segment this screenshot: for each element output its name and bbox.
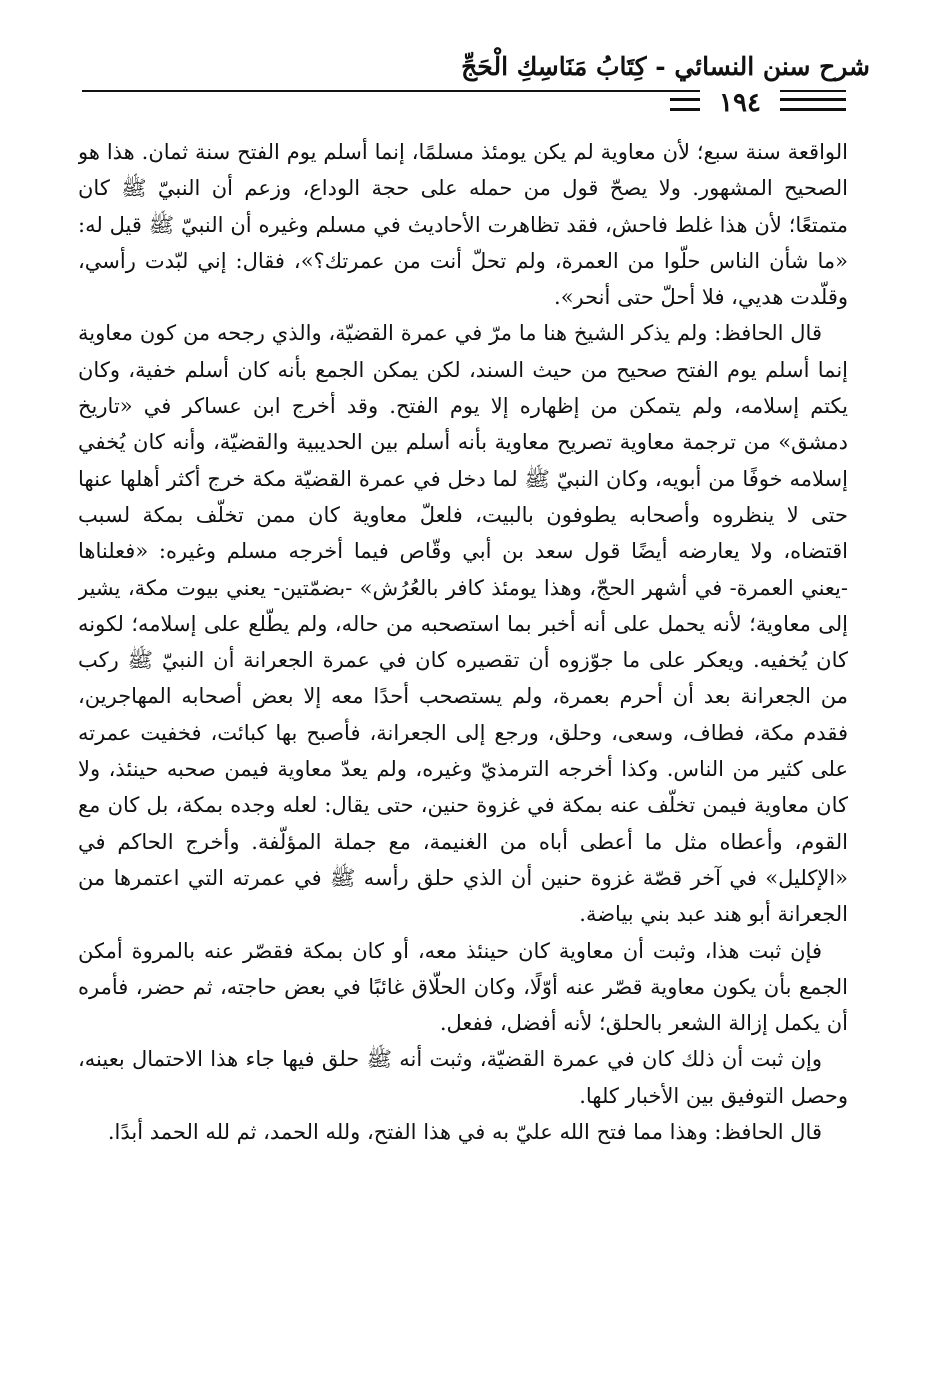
paragraph-4: وإن ثبت أن ذلك كان في عمرة القضيّة، وثبت أنه ﷺ حلق فيها جاء هذا الاحتمال بعينه، وحصل التوفيق بين الأخبار كلها.	[78, 1047, 848, 1108]
paragraph-5: قال الحافظ: وهذا مما فتح الله عليّ به في هذا الفتح، ولله الحمد، ثم لله الحمد أبدًا.	[107, 1120, 822, 1145]
page-number: ١٩٤	[700, 88, 780, 118]
paragraph-2: قال الحافظ: ولم يذكر الشيخ هنا ما مرّ في عمرة القضيّة، والذي رجحه من كون معاوية إنما أسلم يوم الفتح صحيح من حيث السند، لكن يمكن الجمع بأنه كان أسلم خفية، وكان يكتم إسلامه، ولم يتمكن من إظهاره إلا يوم الفتح. وقد أخرج ابن عساكر في «تاريخ دمشق» من ترجمة معاوية تصريح معاوية بأنه أسلم بين الحديبية والقضيّة، وأنه كان يُخفي إسلامه خوفًا من أبويه، وكان النبيّ ﷺ لما دخل في عمرة القضيّة مكة خرج أكثر أهلها عنها حتى لا ينظروه وأصحابه يطوفون بالبيت، فلعلّ معاوية كان ممن تخلّف بمكة لسبب اقتضاه، ولا يعارضه أيضًا قول سعد بن أبي وقّاص فيما أخرجه مسلم وغيره: «فعلناها -يعني العمرة- في أشهر الحجّ، وهذا يومئذ كافر بالعُرُش» -بضمّتين- يعني بيوت مكة، يشير إلى معاوية؛ لأنه يحمل على أنه أخبر بما استصحبه من حاله، ولم يطّلع على إسلامه؛ لكونه كان يُخفيه. ويعكر على ما جوّزوه أن تقصيره كان في عمرة الجعرانة أن النبيّ ﷺ ركب من الجعرانة بعد أن أحرم بعمرة، ولم يستصحب أحدًا معه إلا بعض أصحابه المهاجرين، فقدم مكة، فطاف، وسعى، وحلق، ورجع إلى الجعرانة، فأصبح بها كبائت، فخفيت عمرته على كثير من الناس. وكذا أخرجه الترمذيّ وغيره، ولم يعدّ معاوية فيمن صحبه حينئذ، ولا كان معاوية فيمن تخلّف عنه بمكة في غزوة حنين، حتى يقال: لعله وجده بمكة، بل كان مع القوم، وأعطاه مثل ما أعطى أباه من الغنيمة، مع جملة المؤلّفة. وأخرج الحاكم في «الإكليل» في آخر قصّة غزوة حنين أن الذي حلق رأسه ﷺ في عمرته التي اعتمرها من الجعرانة أبو هند عبد بني بياضة.	[78, 321, 848, 927]
paragraph-3: فإن ثبت هذا، وثبت أن معاوية كان حينئذ معه، أو كان بمكة فقصّر عنه بالمروة أمكن الجمع بأن يكون معاوية قصّر عنه أوّلًا، وكان الحلّاق غائبًا في بعض حاجته، ثم حضر، فأمره أن يكمل إزالة الشعر بالحلق؛ لأنه أفضل، ففعل.	[78, 938, 848, 1036]
running-title: شرح سنن النسائي - كِتَابُ مَنَاسِكِ الْحَجِّ	[461, 52, 870, 81]
paragraph-1: الواقعة سنة سبع؛ لأن معاوية لم يكن يومئذ مسلمًا، إنما أسلم يوم الفتح سنة ثمان. هذا هو الصحيح المشهور. ولا يصحّ قول من حمله على حجة الوداع، وزعم أن النبيّ ﷺ كان متمتعًا؛ لأن هذا غلط فاحش، فقد تظاهرت الأحاديث في مسلم وغيره أن النبيّ ﷺ قيل له: «ما شأن الناس حلّوا من العمرة، ولم تحلّ أنت من عمرتك؟»، فقال: إني لبّدت رأسي، وقلّدت هديي، فلا أحلّ حتى أنحر».	[78, 140, 848, 310]
body-text	[78, 134, 848, 1344]
